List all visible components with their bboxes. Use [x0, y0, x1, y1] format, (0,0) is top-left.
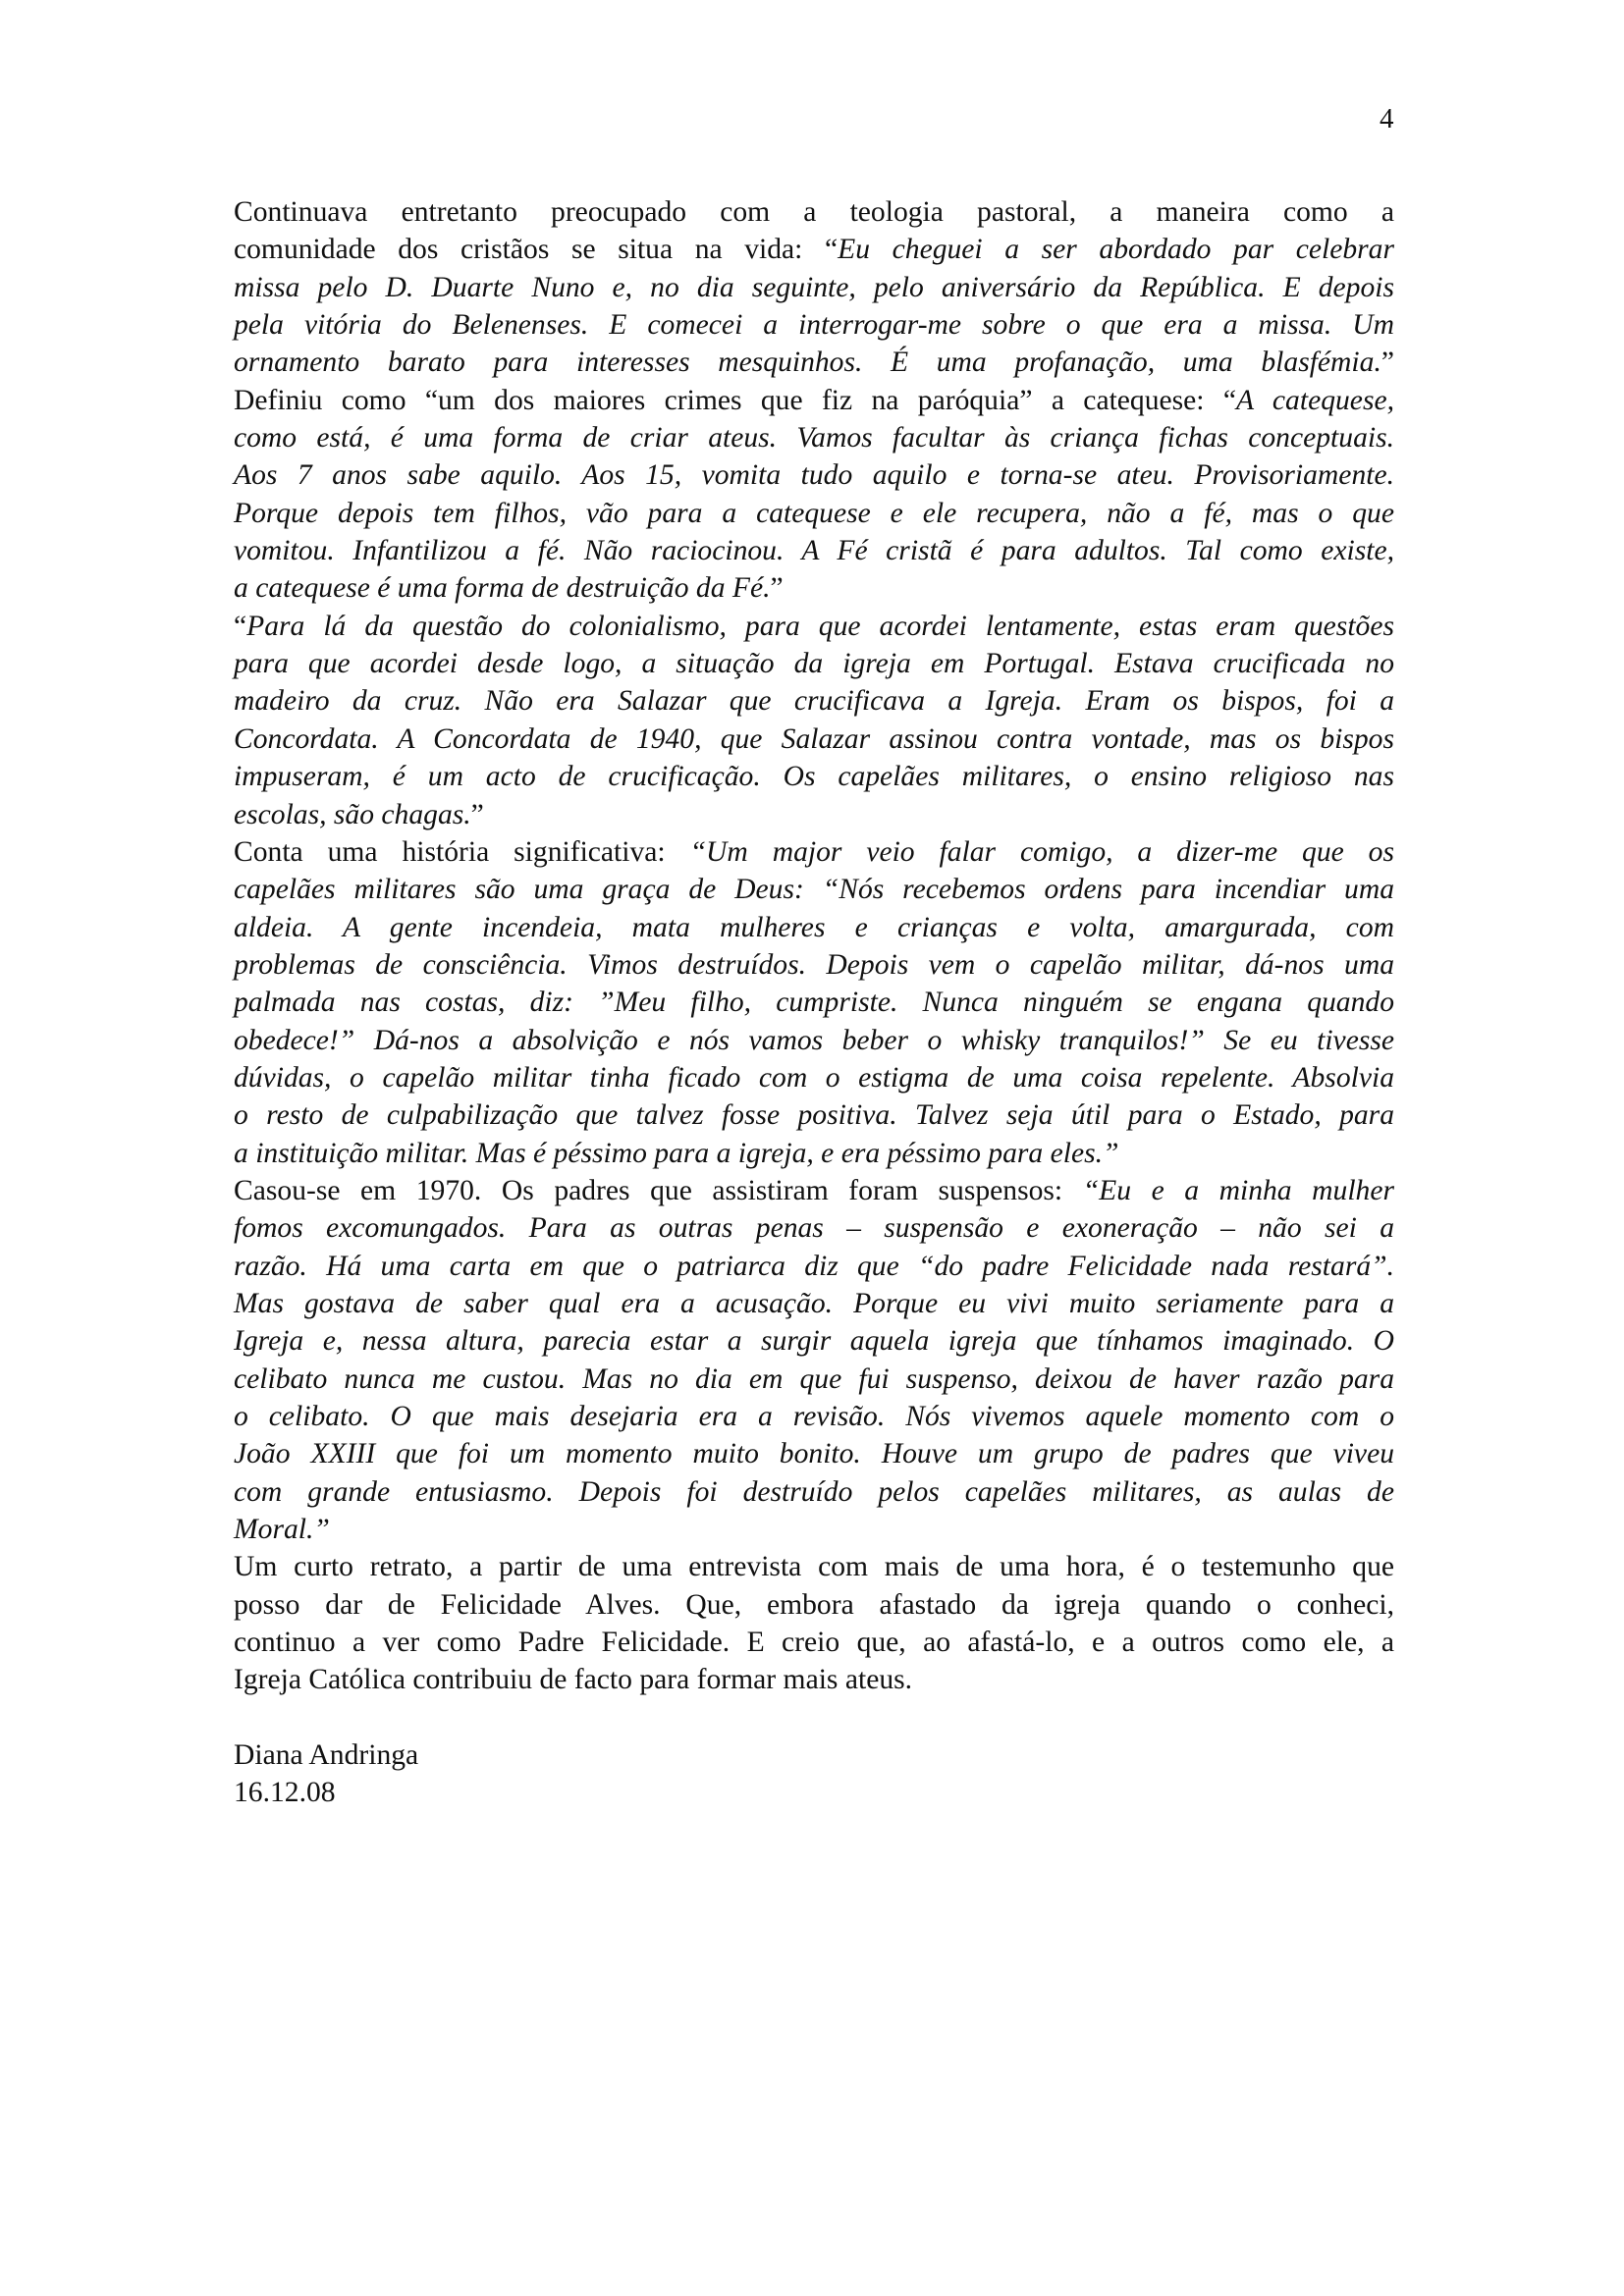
italic-quote-text: com grande entusiasmo. Depois foi destruído pelos capelães militares, as aulas de [234, 1475, 1394, 1508]
italic-quote-text: Para lá da questão do colonialismo, para que acordei lentamente, estas eram questões [246, 610, 1394, 642]
italic-quote-text: Moral.” [234, 1514, 330, 1546]
text-line [234, 1473, 1394, 1511]
text-segment: Definiu como “um dos maiores crimes que fiz na paróquia” a catequese: “ [234, 384, 1237, 416]
italic-quote-text: palmada nas costas, diz: ”Meu filho, cumpriste. Nunca ninguém se engana quando [234, 987, 1394, 1019]
text-line [234, 344, 1394, 381]
text-line [234, 1361, 1394, 1398]
text-line [234, 1511, 1394, 1548]
italic-quote-text: fomos excomungados. Para as outras penas – suspensão e exoneração – não sei a [234, 1212, 1394, 1245]
text-line [234, 1661, 1394, 1698]
italic-quote-text: missa pelo D. Duarte Nuno e, no dia seguinte, pelo aniversário da República. E depois [234, 271, 1394, 303]
signature-date: 16.12.08 [234, 1777, 336, 1809]
text-line [234, 682, 1394, 720]
text-line [234, 721, 1394, 758]
italic-quote-text: Mas gostava de saber qual era a acusação. Porque eu vivi muito seriamente para a [234, 1287, 1394, 1319]
text-line [234, 871, 1394, 908]
italic-quote-text: obedece!” Dá-nos a absolvição e nós vamos beber o whisky tranquilos!” Se eu tivesse [234, 1024, 1394, 1056]
italic-quote-text: pela vitória do Belenenses. E comecei a interrogar-me sobre o que era a missa. Um [234, 309, 1394, 342]
italic-quote-text: escolas, são chagas. [234, 798, 471, 830]
text-line [234, 1135, 1394, 1172]
text-line [234, 231, 1394, 268]
italic-quote-text: ornamento barato para interesses mesquinhos. É uma profanação, uma blasfémia. [234, 347, 1381, 379]
paragraph-p1 [234, 193, 1394, 382]
text-line [234, 909, 1394, 946]
text-line [234, 1586, 1394, 1624]
text-segment: Conta uma história significativa: [234, 835, 690, 868]
text-line [234, 1209, 1394, 1247]
italic-quote-text: dúvidas, o capelão militar tinha ficado com o estigma de uma coisa repelente. Absolvia [234, 1061, 1394, 1094]
italic-quote-text: problemas de consciência. Vimos destruídos. Depois vem o capelão militar, dá-nos uma [234, 948, 1394, 981]
text-line [234, 419, 1394, 456]
text-line [234, 306, 1394, 344]
signature-author: Diana Andringa [234, 1739, 419, 1772]
page-number: 4 [1380, 103, 1394, 134]
paragraph-p6 [234, 1548, 1394, 1698]
text-segment: Igreja Católica contribuiu de facto para formar mais ateus. [234, 1664, 913, 1696]
text-segment: Um curto retrato, a partir de uma entrevista com mais de uma hora, é o testemunho que [234, 1551, 1394, 1583]
text-line [234, 1059, 1394, 1096]
italic-quote-text: o celibato. O que mais desejaria era a revisão. Nós vivemos aquele momento com o [234, 1401, 1394, 1432]
text-line [234, 645, 1394, 682]
italic-quote-text: Igreja e, nessa altura, parecia estar a surgir aquela igreja que tínhamos imaginado. O [234, 1325, 1394, 1358]
text-line [234, 946, 1394, 984]
text-line [234, 1322, 1394, 1360]
text-line [234, 1248, 1394, 1285]
italic-quote-text: vomitou. Infantilizou a fé. Não raciocinou. A Fé cristã é para adultos. Tal como existe, [234, 535, 1394, 567]
text-line [234, 833, 1394, 871]
signature-block [234, 1736, 1394, 1812]
text-line [234, 495, 1394, 532]
text-line [234, 532, 1394, 569]
text-segment: Continuava entretanto preocupado com a teologia pastoral, a maneira como a [234, 196, 1394, 228]
italic-quote-text: o resto de culpabilização que talvez fosse positiva. Talvez seja útil para o Estado, para [234, 1099, 1394, 1132]
paragraph-p5 [234, 1172, 1394, 1548]
blank-line [234, 1699, 1394, 1736]
text-line [234, 269, 1394, 306]
italic-quote-text: a instituição militar. Mas é péssimo para a igreja, e era péssimo para eles.” [234, 1137, 1119, 1169]
italic-quote-text: celibato nunca me custou. Mas no dia em que fui suspenso, deixou de haver razão para [234, 1362, 1394, 1395]
paragraph-p4 [234, 833, 1394, 1172]
text-line [234, 1548, 1394, 1585]
italic-quote-text: Concordata. A Concordata de 1940, que Salazar assinou contra vontade, mas os bispos [234, 722, 1394, 755]
text-line [234, 1435, 1394, 1472]
text-segment: comunidade dos cristãos se situa na vida: “ [234, 234, 839, 266]
italic-quote-text: impuseram, é um acto de crucificação. Os capelães militares, o ensino religioso nas [234, 761, 1394, 793]
article-body [234, 193, 1394, 1812]
text-line [234, 382, 1394, 419]
text-segment: Casou-se em 1970. Os padres que assistiram foram suspensos: [234, 1174, 1083, 1206]
text-line [234, 1096, 1394, 1134]
text-line [234, 569, 1394, 607]
text-line [234, 1022, 1394, 1059]
italic-quote-text: capelães militares são uma graça de Deus: “Nós recebemos ordens para incendiar uma [234, 874, 1394, 906]
text-line [234, 984, 1394, 1021]
text-segment: continuo a ver como Padre Felicidade. E creio que, ao afastá-lo, e a outros como ele, a [234, 1627, 1394, 1659]
text-line [234, 193, 1394, 231]
text-line [234, 456, 1394, 494]
italic-quote-text: razão. Há uma carta em que o patriarca diz que “do padre Felicidade nada restará”. [234, 1250, 1394, 1282]
text-line [234, 1285, 1394, 1322]
paragraph-p2 [234, 382, 1394, 608]
italic-quote-text: Porque depois tem filhos, vão para a catequese e ele recupera, não a fé, mas o que [234, 497, 1394, 529]
text-segment: ” [1380, 347, 1394, 379]
italic-quote-text: como está, é uma forma de criar ateus. Vamos facultar às criança fichas conceptuais. [234, 422, 1394, 454]
text-segment: posso dar de Felicidade Alves. Que, embora afastado da igreja quando o conheci, [234, 1588, 1394, 1621]
text-segment: ” [770, 572, 784, 605]
italic-quote-text: madeiro da cruz. Não era Salazar que crucificava a Igreja. Eram os bispos, foi a [234, 685, 1394, 718]
text-segment: “ [234, 610, 247, 642]
italic-quote-text: Aos 7 anos sabe aquilo. Aos 15, vomita tudo aquilo e torna-se ateu. Provisoriamente. [234, 459, 1394, 492]
italic-quote-text: João XXIII que foi um momento muito bonito. Houve um grupo de padres que viveu [234, 1438, 1394, 1470]
italic-quote-text: a catequese é uma forma de destruição da Fé. [234, 572, 771, 605]
italic-quote-text: aldeia. A gente incendeia, mata mulheres e crianças e volta, amargurada, com [234, 911, 1394, 943]
text-segment: ” [470, 798, 484, 830]
text-line [234, 796, 1394, 833]
text-line [234, 1172, 1394, 1209]
text-line [234, 758, 1394, 795]
italic-quote-text: “Eu e a minha mulher [1082, 1174, 1394, 1206]
italic-quote-text: para que acordei desde logo, a situação da igreja em Portugal. Estava crucificada no [234, 648, 1394, 680]
italic-quote-text: “Um major veio falar comigo, a dizer-me que os [689, 835, 1394, 868]
text-line [234, 1624, 1394, 1661]
paragraph-p3 [234, 608, 1394, 833]
text-line [234, 608, 1394, 645]
text-line [234, 1398, 1394, 1435]
italic-quote-text: A catequese, [1236, 384, 1394, 416]
italic-quote-text: Eu cheguei a ser abordado par celebrar [838, 234, 1394, 266]
